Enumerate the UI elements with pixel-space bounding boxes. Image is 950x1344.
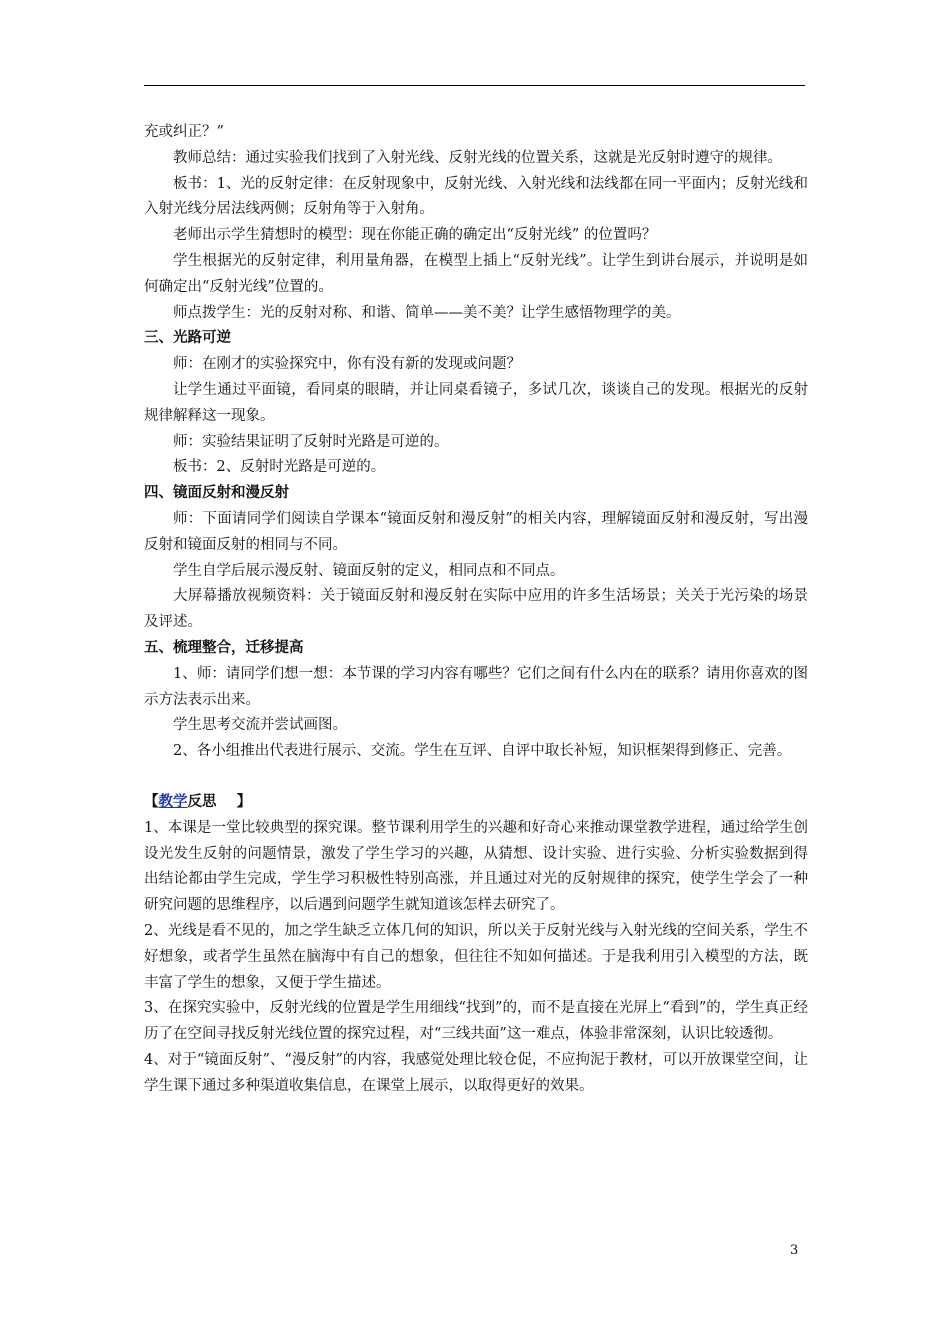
section-heading: 五、梳理整合，迁移提高 (144, 639, 304, 656)
paragraph: 1、师：请同学们想一想：本节课的学习内容有哪些？它们之间有什么内在的联系？请用你喜欢的图示方法表示出来。 (144, 665, 808, 708)
paragraph: 教师总结：通过实验我们找到了入射光线、反射光线的位置关系，这就是光反射时遵守的规律。 (173, 149, 782, 166)
reflection-title (144, 790, 808, 816)
reflection-item: 1、本课是一堂比较典型的探究课。整节课利用学生的兴趣和好奇心来推动课堂教学进程，通过给学生创设光发生反射的问题情景，激发了学生学习的兴趣，从猜想、设计实验、进行实验、分析实验数据到得出结论都由学生完成，学生学习积极性特别高涨，并且通过对光的反射规律的探究，使学生学会了一种研究问题的思维程序，以后遇到问题学生就知道该怎样去研究了。 (144, 819, 808, 914)
reflection-item: 2、光线是看不见的，加之学生缺乏立体几何的知识，所以关于反射光线与入射光线的空间关系，学生不好想象，或者学生虽然在脑海中有自己的想象，但往往不知如何描述。于是我利用引入模型的方法，既丰富了学生的想象，又便于学生描述。 (144, 922, 808, 991)
page-number: 3 (790, 1243, 799, 1258)
paragraph: 学生自学后展示漫反射、镜面反射的定义，相同点和不同点。 (173, 562, 565, 579)
section-heading: 三、光路可逆 (144, 330, 231, 347)
paragraph: 板书：1、光的反射定律：在反射现象中，反射光线、入射光线和法线都在同一平面内；反射光线和入射光线分居法线两侧；反射角等于入射角。 (144, 175, 808, 218)
section-gap (144, 765, 808, 790)
section-heading: 四、镜面反射和漫反射 (144, 485, 289, 502)
reflection-close-bracket: 】 (236, 793, 252, 810)
paragraph: 师：在刚才的实验探究中，你有没有新的发现或问题？ (173, 356, 521, 373)
paragraph: 让学生通过平面镜，看同桌的眼睛，并让同桌看镜子，多试几次，谈谈自己的发现。根据光的反射规律解释这一现象。 (144, 381, 808, 424)
paragraph: 师：下面请同学们阅读自学课本“镜面反射和漫反射”的相关内容，理解镜面反射和漫反射，写出漫反射和镜面反射的相同与不同。 (144, 510, 808, 553)
paragraph: 师点拨学生：光的反射对称、和谐、简单——美不美？让学生感悟物理学的美。 (173, 304, 681, 321)
lesson-paragraphs (144, 120, 808, 765)
reflection-item: 3、在探究实验中，反射光线的位置是学生用细线“找到”的，而不是直接在光屏上“看到”的，学生真正经历了在空间寻找反射光线位置的探究过程，对“三线共面”这一难点，体验非常深刻，认识比较透彻。 (144, 1000, 808, 1043)
paragraph: 学生思考交流并尝试画图。 (173, 717, 347, 734)
paragraph: 2、各小组推出代表进行展示、交流。学生在互评、自评中取长补短，知识框架得到修正、完善。 (173, 743, 792, 760)
paragraph: 老师出示学生猜想时的模型：现在你能正确的确定出“反射光线” 的位置吗？ (173, 227, 657, 244)
reflection-items (144, 816, 808, 1100)
header-rule (144, 85, 805, 86)
paragraph: 学生根据光的反射定律，利用量角器，在模型上插上“反射光线”。让学生到讲台展示，并说明是如何确定出“反射光线”位置的。 (144, 252, 808, 295)
paragraph: 师：实验结果证明了反射时光路是可逆的。 (173, 433, 449, 450)
document-body (144, 120, 808, 1099)
reflection-item: 4、对于“镜面反射”、“漫反射”的内容，我感觉处理比较仓促，不应拘泥于教材，可以开放课堂空间，让学生课下通过多种渠道收集信息，在课堂上展示，以取得更好的效果。 (144, 1051, 808, 1094)
paragraph: 充或纠正？” (144, 124, 224, 140)
paragraph: 大屏幕播放视频资料：关于镜面反射和漫反射在实际中应用的许多生活场景；关关于光污染的场景及评述。 (144, 588, 808, 631)
reflection-open-bracket: 【 (144, 793, 159, 810)
reflection-title-text: 反思 (187, 793, 217, 810)
paragraph: 板书：2、反射时光路是可逆的。 (173, 459, 386, 476)
reflection-link[interactable]: 教学 (158, 793, 188, 810)
